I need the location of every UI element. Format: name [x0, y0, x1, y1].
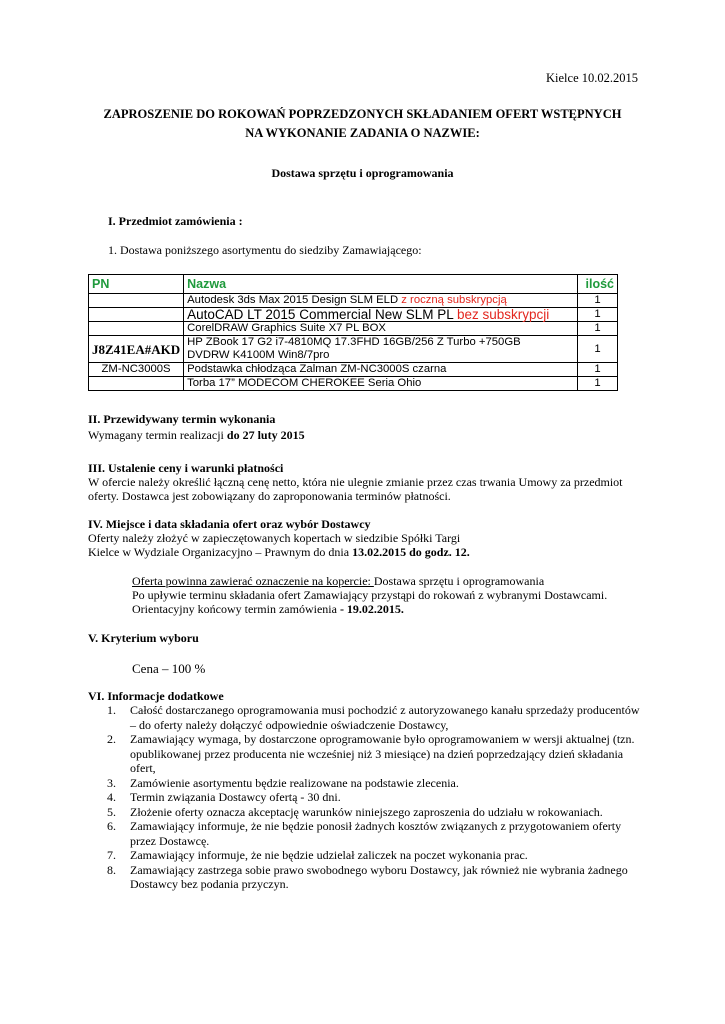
- row-pn: J8Z41EA#AKD: [89, 336, 184, 363]
- document-title-line1: ZAPROSZENIE DO ROKOWAŃ POPRZEDZONYCH SKŁADANIEM OFERT WSTĘPNYCH: [103, 107, 622, 121]
- row-name: [184, 377, 578, 391]
- list-item: [107, 790, 647, 805]
- document-date: Kielce 10.02.2015: [546, 71, 638, 85]
- row-qty: 1: [578, 377, 618, 391]
- row-pn: [89, 308, 184, 322]
- section4-note: [132, 574, 544, 589]
- list-item-number: 8.: [107, 862, 116, 877]
- section4-deadline: 13.02.2015 do godz. 12.: [352, 545, 470, 559]
- section2-text: [88, 428, 305, 443]
- row-name-line2: DVDRW K4100M Win8/7pro: [187, 349, 330, 361]
- list-item-text: Zamawiający wymaga, by dostarczone oprogramowanie było oprogramowaniem w wersji aktualnej (tzn. opublikowanej przez producenta nie wcześniej niż 3 miesiące) na dzień poprzedzający dzień składania ofert,: [130, 732, 635, 775]
- list-item-text: Zamówienie asortymentu będzie realizowane na podstawie zlecenia.: [130, 775, 459, 790]
- header-pn: PN: [89, 275, 184, 294]
- section1-heading: I. Przedmiot zamówienia :: [108, 214, 243, 228]
- row-name: [184, 294, 578, 308]
- list-item-text: Termin związania Dostawcy ofertą - 30 dni.: [130, 790, 341, 804]
- list-item-text: Zamawiający zastrzega sobie prawo swobodnego wyboru Dostawcy, jak również nie wybrania żadnego Dostawcy bez podania przyczyn.: [130, 862, 628, 891]
- list-item-text: Całość dostarczanego oprogramowania musi pochodzić z autoryzowanego kanału sprzedaży producentów – do oferty należy dołączyć odpowiednie oświadczenie Dostawcy,: [130, 703, 640, 732]
- list-item: [107, 703, 647, 732]
- list-item-text: Zamawiający informuje, że nie będzie udzielał zaliczek na poczet wykonania prac.: [130, 848, 528, 862]
- list-item-number: 1.: [107, 703, 116, 717]
- list-item-text: Złożenie oferty oznacza akceptację warunków niniejszego zaproszenia do udziału w rokowaniach.: [130, 804, 603, 819]
- row-pn: [89, 322, 184, 336]
- header-name: Nazwa: [184, 275, 578, 294]
- section3-heading: III. Ustalenie ceny i warunki płatności: [88, 461, 284, 475]
- list-item: [107, 776, 647, 791]
- row-name: [184, 363, 578, 377]
- section2-deadline: do 27 luty 2015: [226, 428, 305, 442]
- section4-heading: IV. Miejsce i data składania ofert oraz wybór Dostawcy: [88, 517, 371, 531]
- table-row: [89, 363, 618, 377]
- document-subtitle: Dostawa sprzętu i oprogramowania: [271, 166, 454, 180]
- row-qty: 1: [578, 294, 618, 308]
- section3-line2: oferty. Dostawca jest zobowiązany do zaproponowania terminów płatności.: [88, 489, 451, 503]
- section4-line5: [132, 602, 404, 617]
- table-header-row: [89, 275, 618, 294]
- section1-item: 1. Dostawa poniższego asortymentu do siedziby Zamawiającego:: [108, 243, 422, 257]
- header-qty: ilość: [578, 275, 618, 294]
- row-pn: [89, 294, 184, 308]
- row-name-text: CorelDRAW Graphics Suite X7 PL BOX: [187, 322, 386, 334]
- section2-heading: II. Przewidywany termin wykonania: [88, 412, 276, 426]
- document-title-line2: NA WYKONANIE ZADANIA O NAZWIE:: [245, 126, 480, 140]
- row-pn: ZM-NC3000S: [89, 363, 184, 377]
- row-name-red: z roczną subskrypcją: [401, 294, 507, 306]
- table-row: [89, 336, 618, 363]
- section3-line1: W ofercie należy określić łączną cenę netto, która nie ulegnie zmianie przez czas trwania Umowy za przedmiot: [88, 475, 623, 489]
- section4-note-rest: Dostawa sprzętu i oprogramowania: [373, 574, 545, 588]
- row-name: [184, 322, 578, 336]
- section4-line1: Oferty należy złożyć w zapieczętowanych kopertach w siedzibie Spółki Targi: [88, 531, 461, 545]
- table-row: [89, 377, 618, 391]
- row-name-line1: HP ZBook 17 G2 i7-4810MQ 17.3FHD 16GB/256 Z Turbo +750GB: [187, 336, 521, 348]
- row-qty: 1: [578, 363, 618, 377]
- list-item-number: 3.: [107, 775, 116, 790]
- list-item: [107, 805, 647, 820]
- list-item-number: 7.: [107, 848, 116, 862]
- section4-line2: [88, 545, 470, 560]
- items-table: [88, 274, 618, 391]
- list-item-number: 6.: [107, 819, 116, 833]
- table-row: [89, 308, 618, 322]
- row-qty: 1: [578, 308, 618, 322]
- row-pn: [89, 377, 184, 391]
- section5-heading: V. Kryterium wyboru: [88, 631, 199, 645]
- section2-text-plain: Wymagany termin realizacji: [88, 428, 227, 442]
- section4-end-date: - 19.02.2015.: [339, 602, 404, 616]
- row-name-text: Podstawka chłodząca Zalman ZM-NC3000S czarna: [187, 363, 447, 375]
- additional-info-list: [107, 703, 647, 892]
- row-qty: 1: [578, 322, 618, 336]
- row-qty: 1: [578, 336, 618, 363]
- list-item: [107, 863, 647, 892]
- section4-note-underlined: Oferta powinna zawierać oznaczenie na kopercie:: [132, 574, 374, 588]
- section5-criterion: Cena – 100 %: [132, 661, 206, 676]
- table-row: [89, 294, 618, 308]
- list-item: [107, 819, 647, 848]
- list-item-number: 5.: [107, 804, 116, 819]
- row-name-text: Torba 17” MODECOM CHEROKEE Seria Ohio: [187, 377, 422, 389]
- table-row: [89, 322, 618, 336]
- row-name-red: bez subskrypcji: [456, 307, 550, 322]
- section6-heading: VI. Informacje dodatkowe: [88, 689, 224, 703]
- list-item: [107, 732, 647, 776]
- row-name-text: Autodesk 3ds Max 2015 Design SLM ELD: [187, 294, 402, 306]
- section4-line2-text: Kielce w Wydziale Organizacyjno – Prawnym do dnia: [88, 545, 353, 559]
- row-name: [184, 336, 578, 363]
- section4-line4: Po upływie terminu składania ofert Zamawiający przystąpi do rokowań z wybranymi Dostawcami.: [132, 588, 608, 602]
- list-item-number: 2.: [107, 732, 116, 746]
- list-item-number: 4.: [107, 790, 116, 804]
- section4-line5-text: Orientacyjny końcowy termin zamówienia: [132, 602, 340, 616]
- list-item: [107, 848, 647, 863]
- row-name-text: AutoCAD LT 2015 Commercial New SLM PL: [187, 307, 457, 322]
- row-name: [184, 308, 578, 322]
- list-item-text: Zamawiający informuje, że nie będzie ponosił żadnych kosztów związanych z przygotowaniem oferty przez Dostawcę.: [130, 819, 622, 848]
